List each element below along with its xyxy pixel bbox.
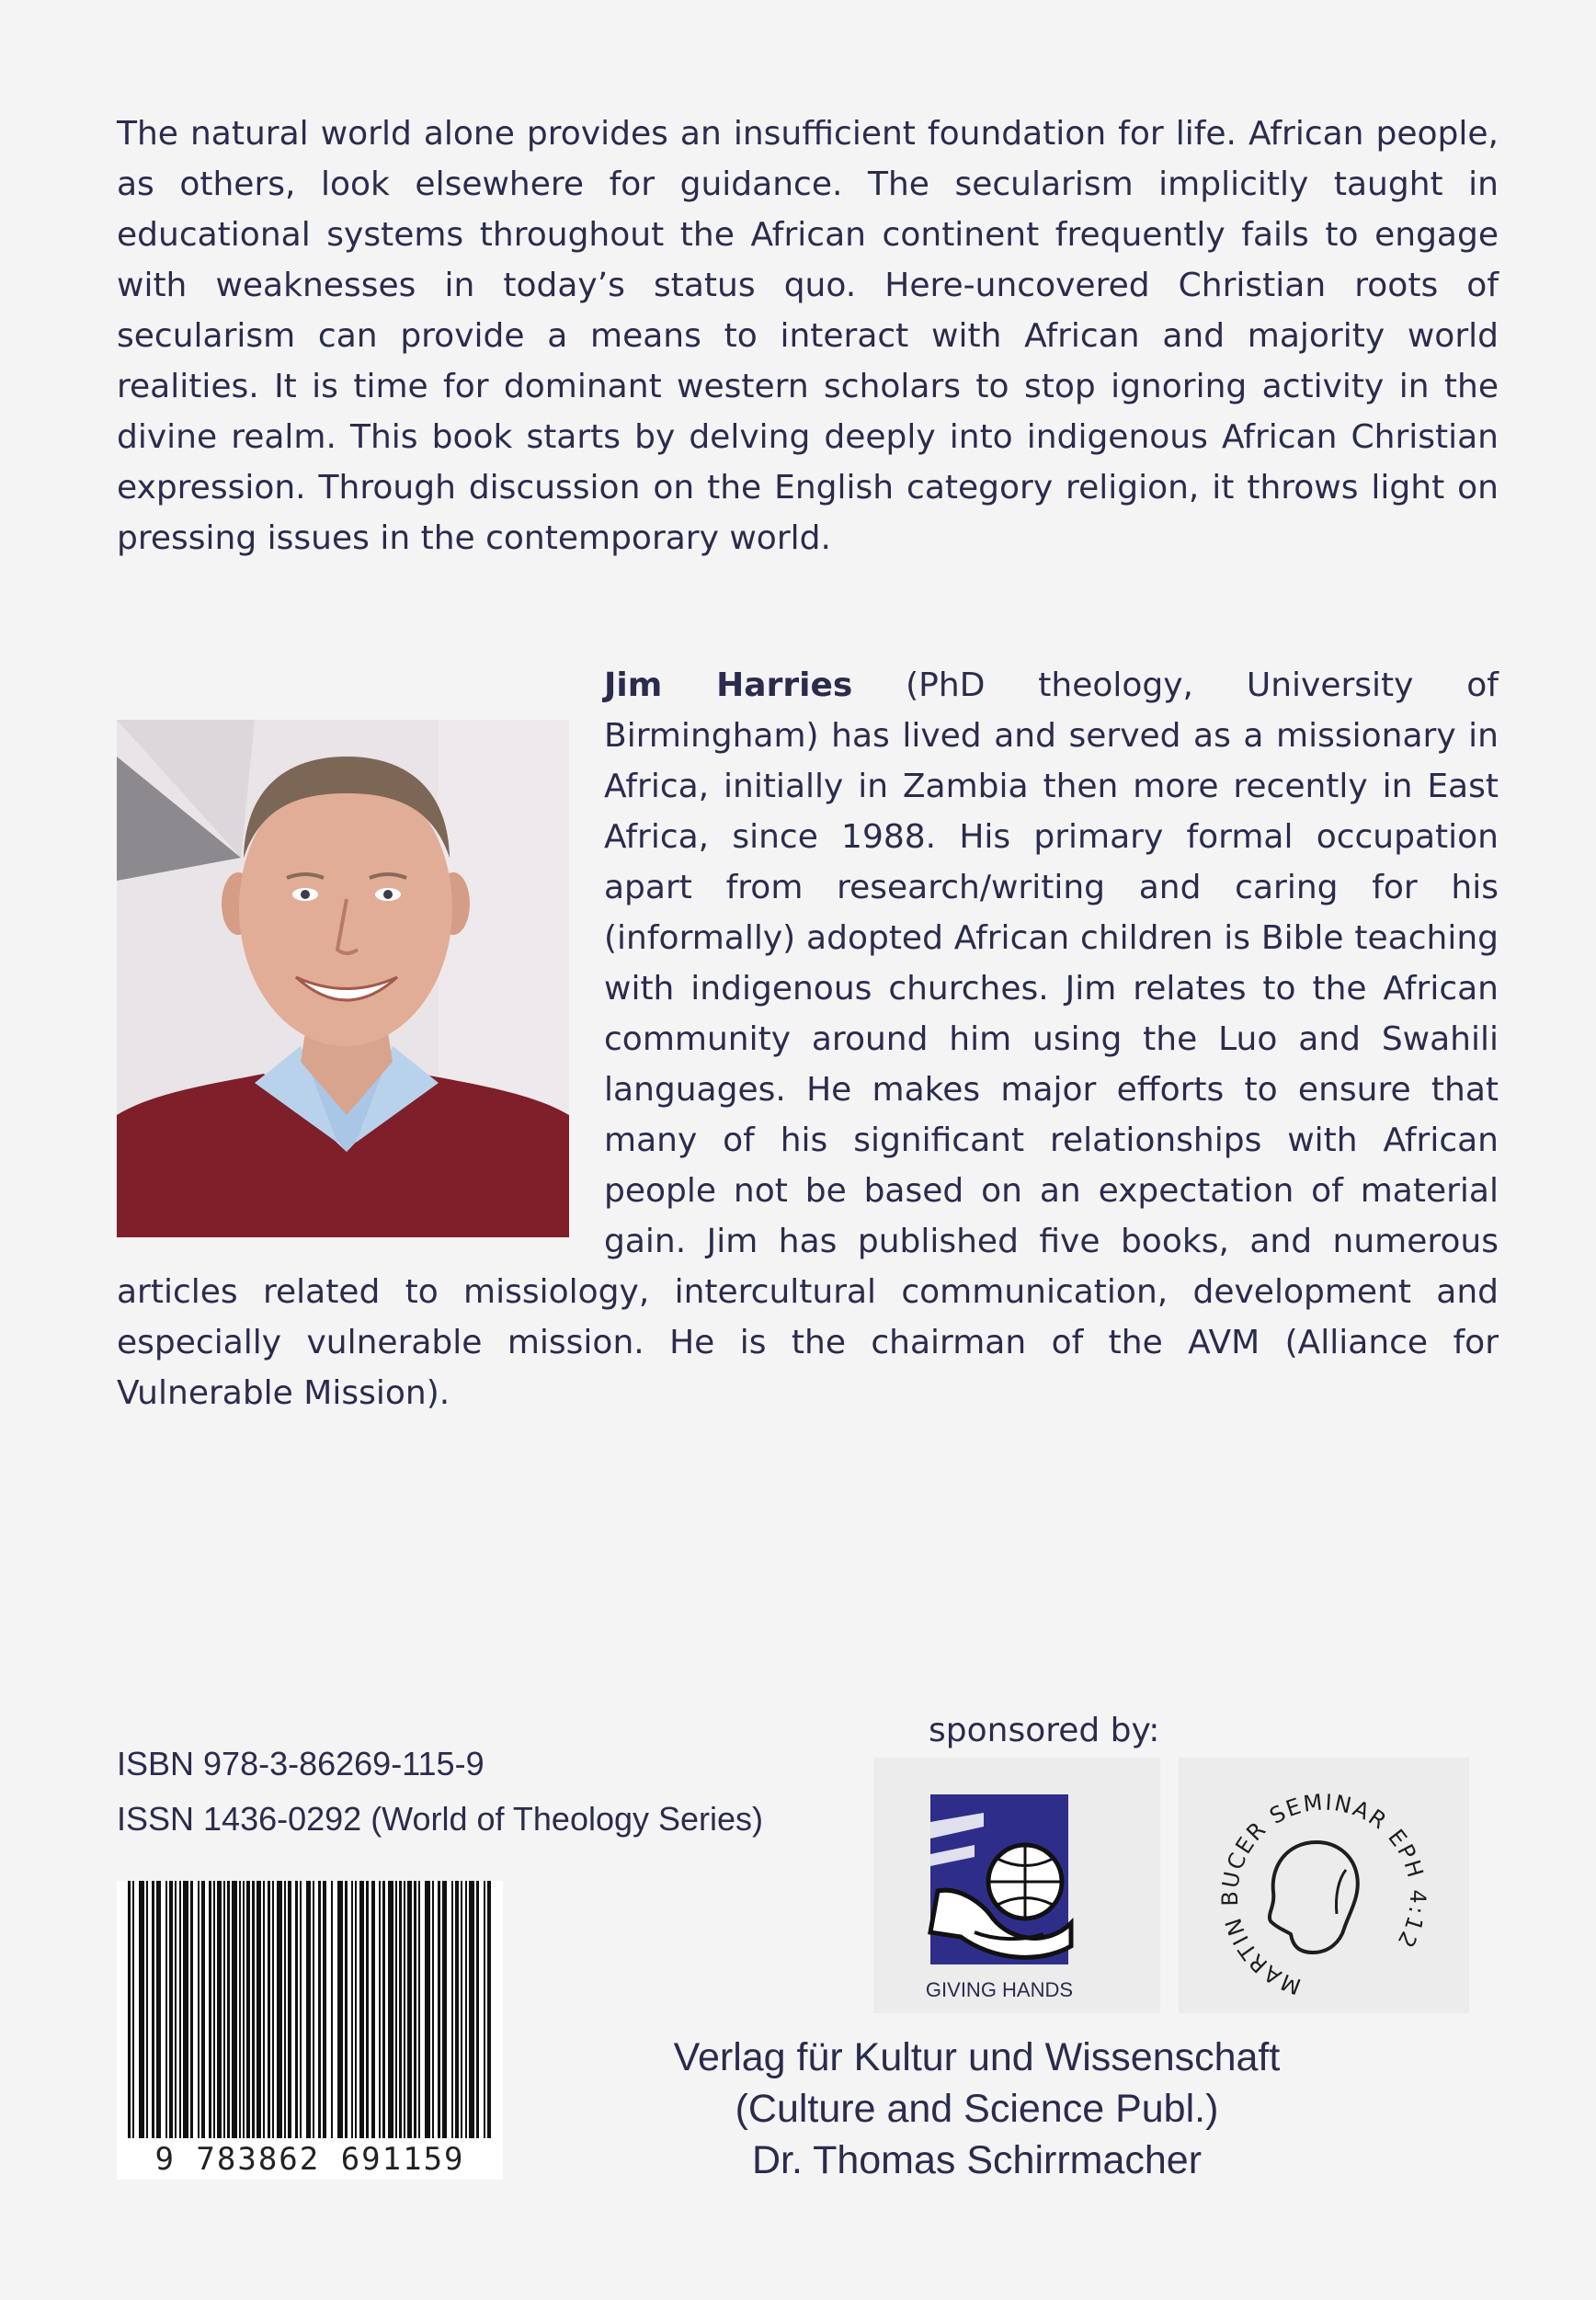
barcode-bar <box>295 1881 298 2138</box>
barcode-bar <box>183 1881 188 2138</box>
barcode-bar <box>461 1881 462 2138</box>
publisher-name: Verlag für Kultur und Wissenschaft <box>673 2035 1281 2079</box>
barcode-bar <box>217 1881 222 2138</box>
barcode-bar <box>288 1881 291 2138</box>
svg-text:MARTIN BUCER SEMINAR EPH 4:12 <box>1217 1789 1431 1999</box>
barcode-bar <box>175 1881 177 2138</box>
barcode-bar <box>366 1881 369 2138</box>
barcode-bar <box>169 1881 173 2138</box>
isbn-number: ISBN 978-3-86269-115-9 <box>117 1745 484 1782</box>
barcode-bar <box>132 1881 134 2138</box>
giving-hands-emblem <box>873 1758 1160 2013</box>
barcode-bar <box>399 1881 402 2138</box>
barcode-bar <box>359 1881 364 2138</box>
barcode-bar <box>246 1881 250 2138</box>
barcode-bar <box>179 1881 181 2138</box>
author-bio-text: (PhD theology, University of Birmingham) has lived and served as a missionary in Africa, initially in Zambia then more recently in East Africa, since 1988. His primary formal occupation apart from research/writing and caring for his (informally) adopted African children is Bible teaching with indigenous churches. Jim relates to the African community around him using the Luo and Swahili languages. He makes major efforts to ensure that many of his significant relationships with African people not be based on an expectation of material gain. Jim has published five books, and numerous articles related to missiology, intercultural communication, development and especially vulnerable mission. He is the chairman of the AVM (Alliance for Vulnerable Mission). <box>117 666 1499 1412</box>
martin-bucer-seminar-logo <box>1179 1758 1469 2013</box>
barcode-bar <box>432 1881 434 2138</box>
barcode-bar <box>252 1881 255 2138</box>
barcode-bar <box>152 1881 154 2138</box>
barcode-bar <box>455 1881 459 2138</box>
barcode-bar <box>331 1881 333 2138</box>
barcode-bar <box>351 1881 353 2138</box>
barcode-bar <box>355 1881 357 2138</box>
barcode-bar <box>146 1881 148 2138</box>
barcode-bar <box>345 1881 348 2138</box>
publisher-editor: Dr. Thomas Schirrmacher <box>751 2138 1203 2182</box>
barcode-bar <box>300 1881 302 2138</box>
barcode-bar <box>442 1881 447 2138</box>
barcode-bar <box>209 1881 211 2138</box>
barcode-bar <box>313 1881 314 2138</box>
issn-number: ISSN 1436-0292 (World of Theology Series) <box>117 1800 764 1838</box>
barcode-bar <box>256 1881 261 2138</box>
barcode-digits: 9 783862 691159 <box>117 2139 503 2178</box>
barcode-bar <box>418 1881 420 2138</box>
sponsored-by-label: sponsored by: <box>929 1712 1160 1749</box>
barcode-bar <box>268 1881 270 2138</box>
barcode-bar <box>306 1881 311 2138</box>
barcode-bar <box>239 1881 241 2138</box>
barcode-bar <box>223 1881 225 2138</box>
barcode-bar <box>487 1881 491 2138</box>
barcode-bar <box>201 1881 205 2138</box>
barcode-bar <box>425 1881 430 2138</box>
isbn-barcode <box>117 1881 503 2180</box>
author-photo <box>117 720 569 1237</box>
barcode-bar <box>395 1881 397 2138</box>
giving-hands-logo <box>873 1758 1160 2013</box>
barcode-bar <box>337 1881 343 2138</box>
barcode-bar <box>379 1881 381 2138</box>
barcode-bars <box>117 1881 503 2180</box>
barcode-bar <box>243 1881 245 2138</box>
barcode-bar <box>198 1881 200 2138</box>
barcode-bar <box>407 1881 412 2138</box>
barcode-bar <box>371 1881 375 2138</box>
barcode-bar <box>388 1881 393 2138</box>
author-portrait-illustration <box>117 720 569 1237</box>
barcode-bar <box>227 1881 230 2138</box>
barcode-bar <box>272 1881 274 2138</box>
barcode-bar <box>284 1881 286 2138</box>
back-cover-blurb: The natural world alone provides an insufficient foundation for life. African people, as others, look elsewhere for guidance. The secularism implicitly taught in educational systems throughout the African continent frequently fails to engage with weaknesses in today’s status quo. Here-uncovered Christian roots of secularism can provide a means to interact with African and majority world realities. It is time for dominant western scholars to stop ignoring activity in the divine realm. This book starts by delving deeply into indigenous African Christian expression. Through discussion on the English category religion, it throws light on pressing issues in the contemporary world. <box>117 115 1499 557</box>
barcode-bar <box>128 1881 131 2138</box>
barcode-bar <box>263 1881 265 2138</box>
barcode-bar <box>484 1881 485 2138</box>
barcode-bar <box>476 1881 479 2138</box>
barcode-bar <box>414 1881 416 2138</box>
barcode-bar <box>156 1881 161 2138</box>
barcode-bar <box>232 1881 237 2138</box>
martin-bucer-seal <box>1179 1758 1469 2013</box>
barcode-bar <box>165 1881 167 2138</box>
barcode-bar <box>451 1881 453 2138</box>
barcode-bar <box>277 1881 282 2138</box>
barcode-bar <box>382 1881 385 2138</box>
barcode-bar <box>438 1881 440 2138</box>
barcode-bar <box>404 1881 405 2138</box>
bucer-ring-lettering: MARTIN BUCER SEMINAR EPH 4:12 <box>1216 1789 1431 2000</box>
barcode-bar <box>469 1881 474 2138</box>
author-name: Jim Harries <box>604 666 853 704</box>
barcode-bar <box>139 1881 144 2138</box>
giving-hands-wordmark: GIVING HANDS <box>925 1978 1074 2001</box>
barcode-bar <box>318 1881 321 2138</box>
author-bio <box>117 660 1499 1418</box>
publisher-english-name: (Culture and Science Publ.) <box>735 2087 1219 2131</box>
barcode-bar <box>323 1881 326 2138</box>
barcode-bar <box>465 1881 467 2138</box>
barcode-bar <box>190 1881 193 2138</box>
barcode-bar <box>213 1881 215 2138</box>
